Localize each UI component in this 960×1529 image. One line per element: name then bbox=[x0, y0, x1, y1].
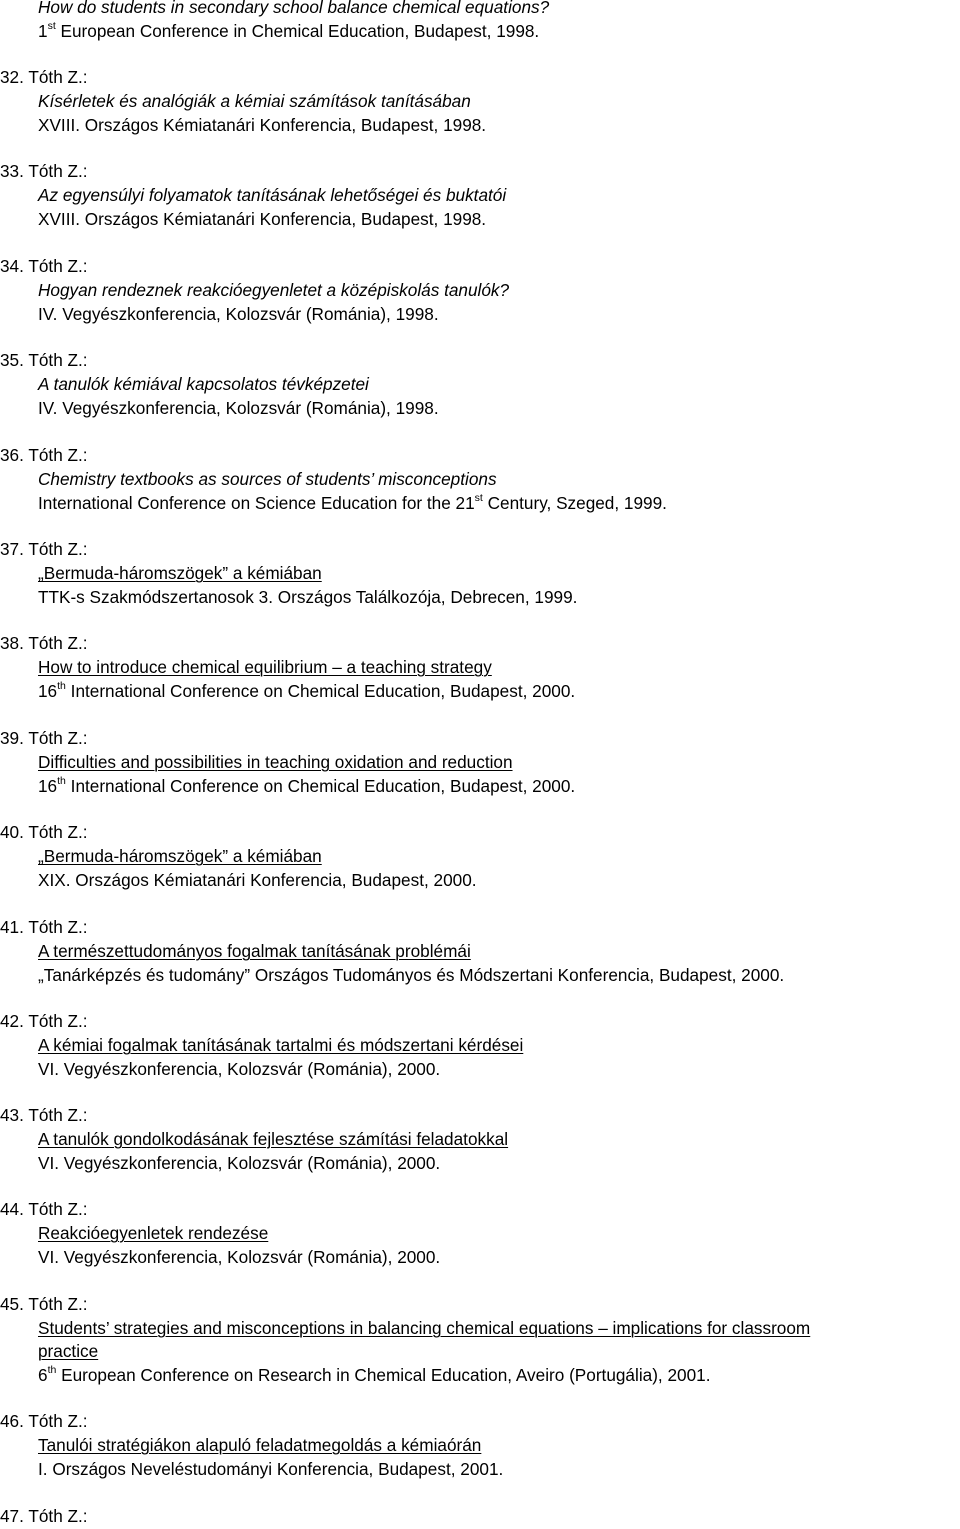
entry-title: Tanulói stratégiákon alapuló feladatmegoldás a kémiaórán bbox=[38, 1435, 482, 1455]
entry-heading: 34. Tóth Z.: bbox=[0, 256, 88, 276]
entry-heading: 41. Tóth Z.: bbox=[0, 917, 88, 937]
entry-title: A kémiai fogalmak tanításának tartalmi és módszertani kérdései bbox=[38, 1035, 524, 1055]
entry-title: A tanulók gondolkodásának fejlesztése számítási feladatokkal bbox=[38, 1129, 509, 1149]
entry-heading: 32. Tóth Z.: bbox=[0, 67, 88, 87]
entry-title: „Bermuda-háromszögek” a kémiában bbox=[38, 846, 322, 866]
entry-heading: 47. Tóth Z.: bbox=[0, 1506, 88, 1526]
entry-heading: 38. Tóth Z.: bbox=[0, 633, 88, 653]
entry-venue: IV. Vegyészkonferencia, Kolozsvár (Románia), 1998. bbox=[38, 304, 439, 324]
entry-title: Difficulties and possibilities in teaching oxidation and reduction bbox=[38, 752, 513, 772]
entry-title: A tanulók kémiával kapcsolatos tévképzetei bbox=[38, 374, 369, 394]
entry-heading: 35. Tóth Z.: bbox=[0, 350, 88, 370]
entry-venue: XVIII. Országos Kémiatanári Konferencia, Budapest, 1998. bbox=[38, 115, 487, 135]
entry-heading: 40. Tóth Z.: bbox=[0, 822, 88, 842]
entry-venue: 16th International Conference on Chemical Education, Budapest, 2000. bbox=[38, 680, 576, 701]
entry-title: Kísérletek és analógiák a kémiai számítások tanításában bbox=[38, 91, 471, 111]
entry-venue: XVIII. Országos Kémiatanári Konferencia, Budapest, 1998. bbox=[38, 209, 487, 229]
entry-title: Hogyan rendeznek reakcióegyenletet a középiskolás tanulók? bbox=[38, 280, 510, 300]
entry-heading: 37. Tóth Z.: bbox=[0, 539, 88, 559]
entry-venue: TTK-s Szakmódszertanosok 3. Országos Találkozója, Debrecen, 1999. bbox=[38, 587, 578, 607]
entry-venue: 1st European Conference in Chemical Education, Budapest, 1998. bbox=[38, 20, 540, 41]
entry-title: „Bermuda-háromszögek” a kémiában bbox=[38, 563, 322, 583]
entry-heading: 36. Tóth Z.: bbox=[0, 445, 88, 465]
entry-venue: 16th International Conference on Chemical Education, Budapest, 2000. bbox=[38, 775, 576, 796]
entry-title: Chemistry textbooks as sources of students’ misconceptions bbox=[38, 469, 497, 489]
entry-venue: „Tanárképzés és tudomány” Országos Tudományos és Módszertani Konferencia, Budapest, 2000. bbox=[38, 965, 785, 985]
entry-venue: International Conference on Science Education for the 21st Century, Szeged, 1999. bbox=[38, 492, 667, 513]
entry-heading: 45. Tóth Z.: bbox=[0, 1294, 88, 1314]
entry-title: Reakcióegyenletek rendezése bbox=[38, 1223, 269, 1243]
entry-title: Students’ strategies and misconceptions in balancing chemical equations – implications for classroom bbox=[38, 1318, 811, 1338]
entry-venue: 6th European Conference on Research in Chemical Education, Aveiro (Portugália), 2001. bbox=[38, 1364, 711, 1385]
entry-title: How do students in secondary school balance chemical equations? bbox=[38, 0, 550, 17]
entry-venue: VI. Vegyészkonferencia, Kolozsvár (Románia), 2000. bbox=[38, 1153, 441, 1173]
entry-venue: VI. Vegyészkonferencia, Kolozsvár (Románia), 2000. bbox=[38, 1059, 441, 1079]
entry-venue: I. Országos Neveléstudományi Konferencia, Budapest, 2001. bbox=[38, 1459, 504, 1479]
entry-heading: 43. Tóth Z.: bbox=[0, 1105, 88, 1125]
entry-heading: 39. Tóth Z.: bbox=[0, 728, 88, 748]
entry-venue: XIX. Országos Kémiatanári Konferencia, Budapest, 2000. bbox=[38, 870, 477, 890]
entry-heading: 44. Tóth Z.: bbox=[0, 1199, 88, 1219]
entry-venue: VI. Vegyészkonferencia, Kolozsvár (Románia), 2000. bbox=[38, 1247, 441, 1267]
entry-title: Az egyensúlyi folyamatok tanításának lehetőségei és buktatói bbox=[38, 185, 507, 205]
entry-title-continued: practice bbox=[38, 1341, 99, 1361]
entry-heading: 42. Tóth Z.: bbox=[0, 1011, 88, 1031]
entry-title: How to introduce chemical equilibrium – a teaching strategy bbox=[38, 657, 492, 677]
entry-venue: IV. Vegyészkonferencia, Kolozsvár (Románia), 1998. bbox=[38, 398, 439, 418]
entry-title: A természettudományos fogalmak tanításának problémái bbox=[38, 941, 471, 961]
entry-heading: 33. Tóth Z.: bbox=[0, 161, 88, 181]
entry-heading: 46. Tóth Z.: bbox=[0, 1411, 88, 1431]
